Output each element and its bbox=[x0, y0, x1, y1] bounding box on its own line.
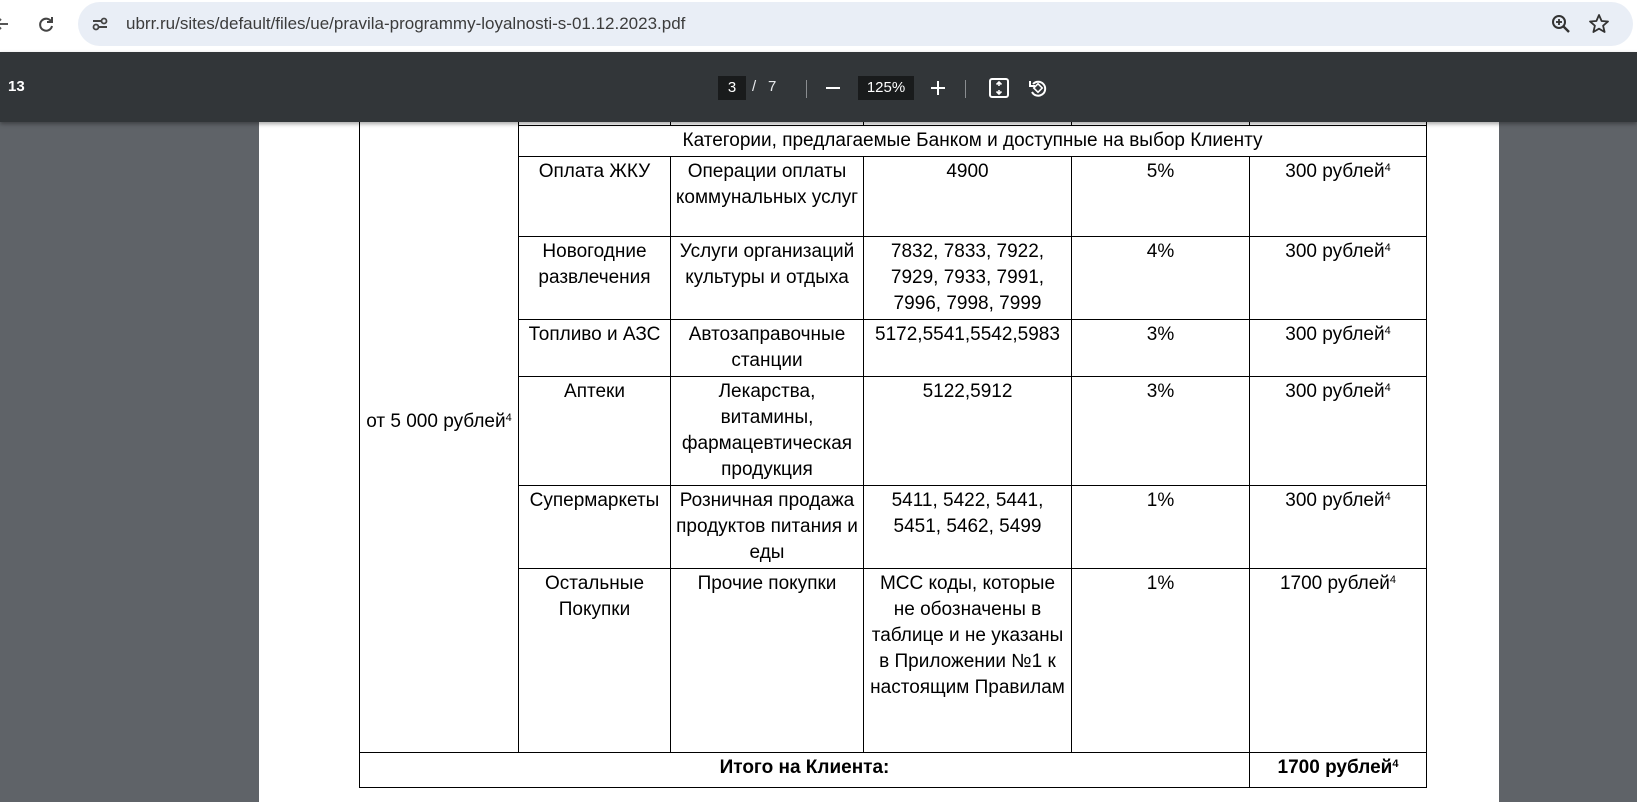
reload-icon[interactable] bbox=[32, 10, 60, 38]
toolbar-divider bbox=[806, 80, 807, 98]
table-row: Супермаркеты Розничная продажа продуктов питания и еды 5411, 5422, 5441, 5451, 5462, 5499 1% 300 рублей$^4$ bbox=[360, 486, 1427, 569]
total-label: Итого на Клиента: bbox=[360, 753, 1250, 788]
page-separator: / bbox=[752, 78, 757, 95]
loyalty-rules-table bbox=[359, 92, 1427, 788]
site-info-icon[interactable] bbox=[86, 10, 114, 38]
category-header: Категории, предлагаемые Банком и доступные на выбор Клиенту bbox=[519, 126, 1427, 157]
table-row: Оплата ЖКУ Операции оплаты коммунальных услуг 4900 5% 300 рублей$^4$ bbox=[360, 157, 1427, 237]
threshold-cell: от 5 000 рублей$^4$ bbox=[360, 93, 519, 753]
table-row: Аптеки Лекарства, витамины, фармацевтическая продукция 5122,5912 3% 300 рублей$^4$ bbox=[360, 377, 1427, 486]
category-header-row bbox=[360, 126, 1427, 157]
pdf-viewer[interactable] bbox=[0, 122, 1637, 781]
table-row: Топливо и АЗС Автозаправочные станции 5172,5541,5542,5983 3% 300 рублей$^4$ bbox=[360, 320, 1427, 377]
page-number-input[interactable]: 3 bbox=[718, 76, 746, 100]
back-arrow-icon[interactable] bbox=[0, 10, 16, 38]
total-value: 1700 рублей$^4$ bbox=[1250, 753, 1427, 788]
table-row: Остальные Покупки Прочие покупки МСС коды, которые не обозначены в таблице и не указаны в Приложении №1 к настоящим Правилам 1% 1700 рублей$^4$ bbox=[360, 569, 1427, 753]
zoom-in-icon[interactable] bbox=[924, 74, 952, 102]
zoom-level-input[interactable]: 125% bbox=[858, 76, 914, 100]
fit-to-page-icon[interactable] bbox=[985, 74, 1013, 102]
browser-topbar bbox=[0, 0, 1637, 52]
zoom-out-icon[interactable] bbox=[819, 74, 847, 102]
pdf-toolbar bbox=[0, 52, 1637, 122]
total-pages: 7 bbox=[768, 78, 777, 95]
rotate-icon[interactable] bbox=[1024, 74, 1052, 102]
pdf-page bbox=[259, 122, 1499, 802]
address-bar[interactable] bbox=[78, 2, 1633, 46]
document-title: 13 bbox=[8, 78, 25, 95]
url-text[interactable]: ubrr.ru/sites/default/files/ue/pravila-programmy-loyalnosti-s-01.12.2023.pdf bbox=[126, 14, 686, 33]
table-row: Новогодние развлечения Услуги организаций культуры и отдыха 7832, 7833, 7922, 7929, 7933, 7991, 7996, 7998, 7999 4% 300 рублей$^4$ bbox=[360, 237, 1427, 320]
bookmark-star-icon[interactable] bbox=[1586, 11, 1612, 37]
toolbar-divider bbox=[965, 80, 966, 98]
total-row bbox=[360, 753, 1427, 788]
zoom-icon[interactable] bbox=[1548, 11, 1574, 37]
